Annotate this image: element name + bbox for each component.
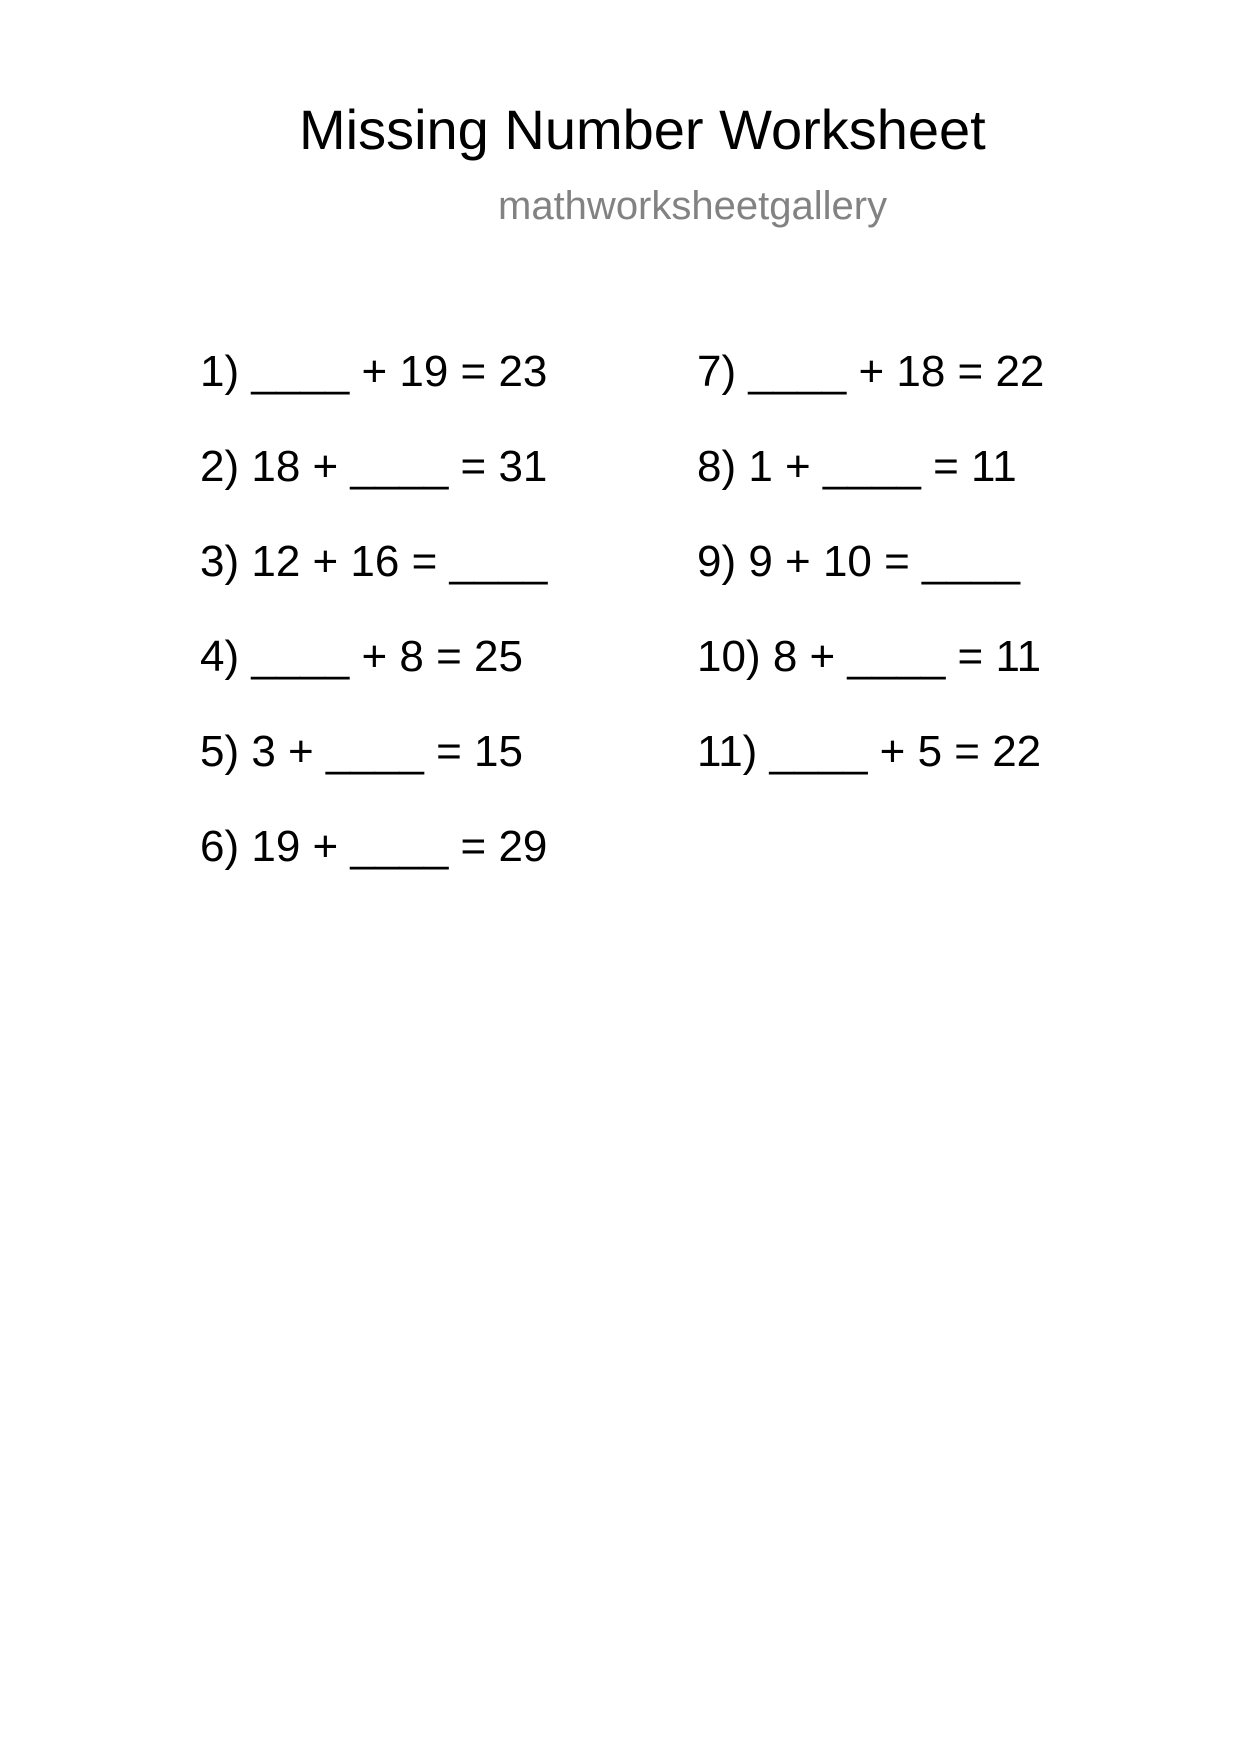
worksheet-subtitle: mathworksheetgallery bbox=[498, 184, 888, 228]
problem-7: 7) ____ + 18 = 22 bbox=[697, 347, 1045, 396]
problem-3: 3) 12 + 16 = ____ bbox=[200, 537, 548, 586]
worksheet-title: Missing Number Worksheet bbox=[299, 98, 986, 161]
problem-column-right bbox=[697, 347, 1044, 822]
problem-1: 1) ____ + 19 = 23 bbox=[200, 347, 548, 396]
problem-6: 6) 19 + ____ = 29 bbox=[200, 822, 548, 871]
problem-9: 9) 9 + 10 = ____ bbox=[697, 537, 1020, 586]
problem-2: 2) 18 + ____ = 31 bbox=[200, 442, 548, 491]
problem-8: 8) 1 + ____ = 11 bbox=[697, 442, 1017, 491]
problem-column-left bbox=[200, 347, 547, 917]
problem-10: 10) 8 + ____ = 11 bbox=[697, 632, 1042, 681]
problem-5: 5) 3 + ____ = 15 bbox=[200, 727, 523, 776]
problem-11: 11) ____ + 5 = 22 bbox=[697, 727, 1042, 776]
problem-4: 4) ____ + 8 = 25 bbox=[200, 632, 523, 681]
